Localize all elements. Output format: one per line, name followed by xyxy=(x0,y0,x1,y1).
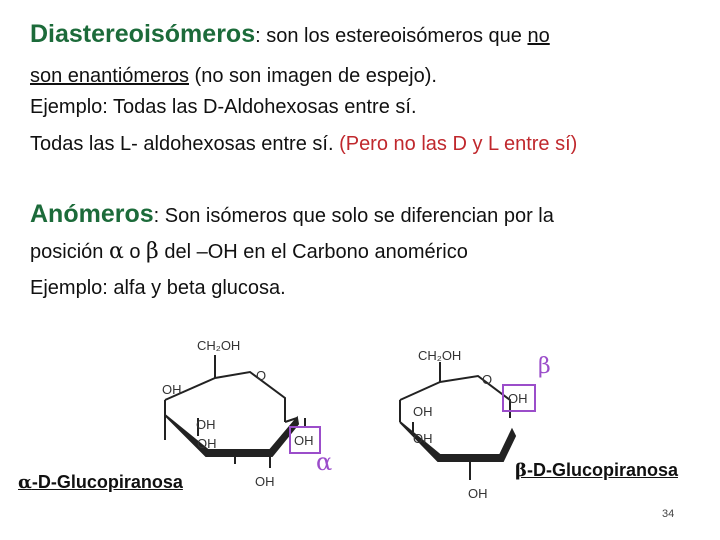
anomeros-term: Anómeros xyxy=(30,200,154,228)
alpha-ring-oxygen: O xyxy=(256,368,267,383)
beta-caption-text: -D-Glucopiranosa xyxy=(526,460,678,480)
alpha-ch2oh: CH₂OH xyxy=(197,338,241,353)
anomeros-example: Ejemplo: alfa y beta glucosa. xyxy=(30,277,286,299)
beta-anomeric-symbol: β xyxy=(538,354,551,379)
diastereo-example-2-note: (Pero no las D y L entre sí) xyxy=(339,133,578,155)
alpha-anomeric-oh: OH xyxy=(294,433,314,448)
alpha-caption-text: -D-Glucopiranosa xyxy=(31,472,183,492)
alpha-oh-4: OH xyxy=(255,474,275,489)
alpha-caption-symbol: α xyxy=(18,472,32,493)
diastereo-line-1 xyxy=(30,22,550,48)
beta-anomeric-oh: OH xyxy=(508,391,528,406)
alpha-anomeric-symbol: α xyxy=(316,448,333,476)
beta-oh-1: OH xyxy=(413,404,433,419)
diastereo-def-no: no xyxy=(527,25,550,47)
anomeros-line-1 xyxy=(30,202,554,228)
diastereo-line-2 xyxy=(30,64,437,88)
alpha-symbol: α xyxy=(108,239,124,264)
diastereo-example-1: Ejemplo: Todas las D-Aldohexosas entre sí. xyxy=(30,96,417,118)
beta-ch2oh: CH₂OH xyxy=(418,348,462,363)
alpha-caption xyxy=(18,472,183,493)
beta-oh-2: OH xyxy=(413,431,433,446)
beta-ring-oxygen: O xyxy=(482,372,493,387)
alpha-oh-3: OH xyxy=(197,436,217,451)
anomeros-def-part1: : Son isómeros que solo se diferencian por la xyxy=(153,205,554,227)
diastereo-def-part1: : son los estereoisómeros que xyxy=(255,25,528,47)
diastereo-example-2-text: Todas las L- aldohexosas entre sí. xyxy=(30,133,340,155)
alpha-glucopyranose-structure xyxy=(165,355,320,468)
glucopyranose-structures xyxy=(0,300,720,540)
anomeros-line2-prefix: posición xyxy=(30,241,109,263)
anomeros-line2-suffix: del –OH en el Carbono anomérico xyxy=(158,241,468,263)
alpha-oh-1: OH xyxy=(162,382,182,397)
beta-symbol: β xyxy=(146,239,159,264)
beta-oh-3: OH xyxy=(468,486,488,501)
beta-caption xyxy=(515,460,678,481)
anomeros-line2-or: o xyxy=(123,241,147,263)
anomeros-line-2 xyxy=(30,240,468,264)
diastereo-def-part2: (no son imagen de espejo). xyxy=(188,65,437,87)
beta-caption-symbol: β xyxy=(515,460,527,481)
diastereo-example-2 xyxy=(30,132,577,156)
diastereo-def-enantiomeros: son enantiómeros xyxy=(30,65,189,87)
diastereo-term: Diastereoisómeros xyxy=(30,20,256,48)
alpha-oh-2: OH xyxy=(196,417,216,432)
page-number: 34 xyxy=(662,508,675,520)
